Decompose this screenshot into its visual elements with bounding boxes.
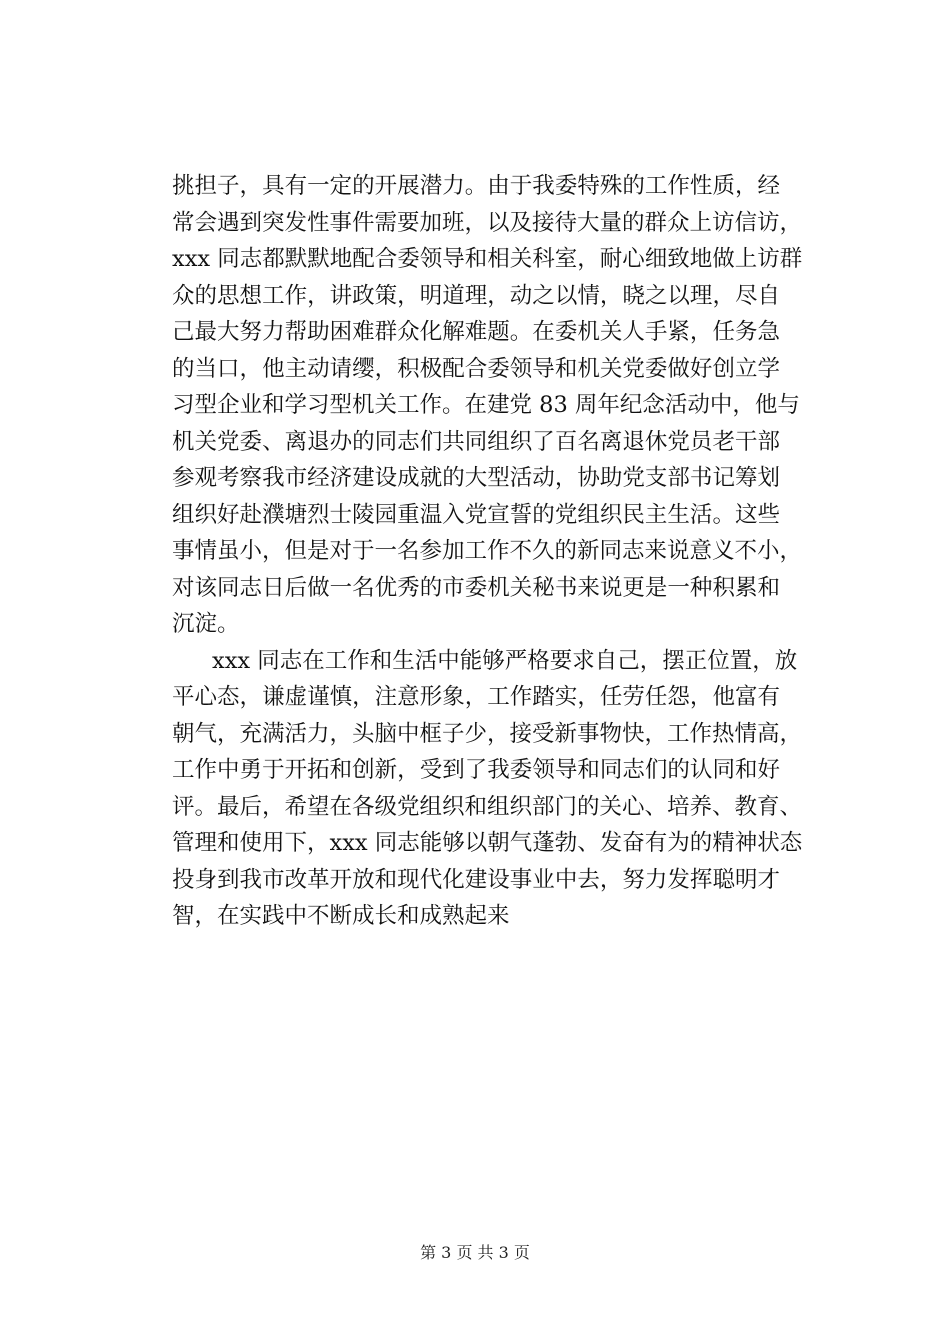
text-line: 的当口，他主动请缨，积极配合委领导和机关党委做好创立学 [172, 355, 780, 382]
text-line: 组织好赴濮塘烈士陵园重温入党宣誓的党组织民主生活。这些 [172, 501, 780, 528]
text-line: 挑担子，具有一定的开展潜力。由于我委特殊的工作性质，经 [172, 173, 780, 199]
text-line: 参观考察我市经济建设成就的大型活动，协助党支部书记筹划 [172, 465, 780, 491]
paragraph [172, 643, 803, 935]
text-line: 沉淀。 [172, 611, 240, 637]
text-line: 常会遇到突发性事件需要加班，以及接待大量的群众上访信访， [172, 209, 803, 236]
text-line: 习型企业和学习型机关工作。在建党 83 周年纪念活动中，他与 [172, 392, 800, 418]
text-line: 己最大努力帮助困难群众化解难题。在委机关人手紧，任务急 [172, 319, 780, 345]
text-line: 投身到我市改革开放和现代化建设事业中去，努力发挥聪明才 [172, 866, 780, 893]
text-line: 朝气，充满活力，头脑中框子少，接受新事物快，工作热情高， [172, 720, 803, 747]
text-line: 机关党委、离退办的同志们共同组织了百名离退休党员老干部 [172, 428, 780, 455]
text-line: 智，在实践中不断成长和成熟起来 [172, 903, 510, 929]
text-line: 平心态，谦虚谨慎，注意形象，工作踏实，任劳任怨，他富有 [172, 684, 780, 710]
text-line: 事情虽小，但是对于一名参加工作不久的新同志来说意义不小， [172, 538, 803, 564]
text-line: 对该同志日后做一名优秀的市委机关秘书来说更是一种积累和 [172, 574, 780, 601]
text-line: 工作中勇于开拓和创新，受到了我委领导和同志们的认同和好 [172, 757, 780, 783]
text-line: xxx 同志在工作和生活中能够严格要求自己，摆正位置，放 [212, 647, 798, 674]
text-line: xxx 同志都默默地配合委领导和相关科室，耐心细致地做上访群 [172, 246, 803, 272]
text-line: 评。最后，希望在各级党组织和组织部门的关心、培养、教育、 [172, 793, 803, 820]
paragraph [172, 168, 803, 643]
text-line: 管理和使用下，xxx 同志能够以朝气蓬勃、发奋有为的精神状态 [172, 830, 803, 856]
page-footer: 第 3 页 共 3 页 [420, 1243, 530, 1262]
text-line: 众的思想工作，讲政策，明道理，动之以情，晓之以理，尽自 [172, 282, 780, 309]
body-text [172, 168, 803, 935]
